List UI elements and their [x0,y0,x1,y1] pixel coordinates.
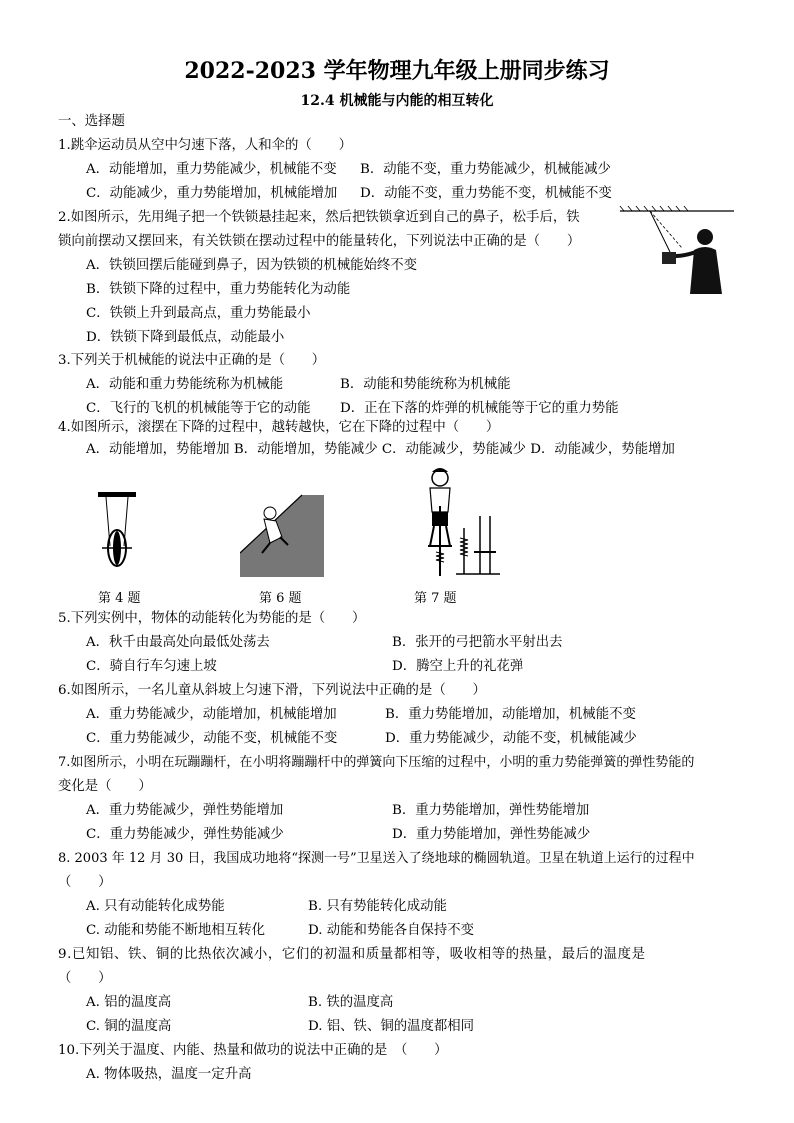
question-2-option-b: B．铁锁下降的过程中，重力势能转化为动能 [86,282,351,297]
question-9-stem-line-1: 9.已知铝、铁、铜的比热依次减小，它们的初温和质量都相等，吸收相等的热量，最后的温度是 [58,947,646,962]
pogo-stick-figure [418,466,502,578]
question-6-option-d: D．重力势能减少，动能不变，机械能减少 [385,731,637,746]
question-3-option-d: D．正在下落的炸弹的机械能等于它的重力势能 [340,401,619,416]
question-3-option-b: B．动能和势能统称为机械能 [340,377,511,392]
question-1-option-c: C．动能减少，重力势能增加，机械能增加 [86,186,338,201]
question-9-option-c: C. 铜的温度高 [86,1019,172,1034]
document-title: 2022-2023 学年物理九年级上册同步练习 [184,58,610,84]
question-7-option-b: B．重力势能增加，弹性势能增加 [392,803,590,818]
question-4-stem: 4.如图所示，滚摆在下降的过程中，越转越快，它在下降的过程中（ ） [58,420,500,435]
rolling-pendulum-figure [92,490,142,576]
question-5-stem: 5.下列实例中，物体的动能转化为势能的是（ ） [58,611,366,626]
section-heading: 一、选择题 [58,114,125,129]
question-7-stem-line-2: 变化是（ ） [58,779,152,794]
question-8-option-b: B. 只有势能转化成动能 [308,899,447,914]
question-6-option-a: A．重力势能减少，动能增加，机械能增加 [86,707,337,722]
question-4-options: A．动能增加，势能增加 B．动能增加，势能减少 C．动能减少，势能减少 D．动能减少，势能增加 [86,442,675,457]
question-8-option-c: C. 动能和势能不断地相互转化 [86,923,265,938]
document-subtitle: 12.4 机械能与内能的相互转化 [300,93,494,109]
question-5-option-b: B．张开的弓把箭水平射出去 [392,635,563,650]
slide-child-figure [240,493,324,577]
question-7-option-d: D．重力势能增加，弹性势能减少 [392,827,591,842]
question-5-option-c: C．骑自行车匀速上坡 [86,659,217,674]
question-8-stem-line-2: （ ） [58,875,112,890]
question-2-option-c: C．铁锁上升到最高点，重力势能最小 [86,306,311,321]
question-6-option-c: C．重力势能减少，动能不变，机械能不变 [86,731,338,746]
question-1-option-b: B．动能不变，重力势能减少，机械能减少 [360,162,611,177]
question-3-option-a: A．动能和重力势能统称为机械能 [86,377,284,392]
question-5-option-d: D．腾空上升的礼花弹 [392,659,524,674]
question-2-option-d: D．铁锁下降到最低点，动能最小 [86,330,285,345]
pendulum-lock-figure [618,204,738,296]
question-7-option-c: C．重力势能减少，弹性势能减少 [86,827,284,842]
question-1-stem: 1.跳伞运动员从空中匀速下落，人和伞的（ ） [58,138,352,153]
question-6-option-b: B．重力势能增加，动能增加，机械能不变 [385,707,636,722]
question-3-option-c: C．飞行的飞机的机械能等于它的动能 [86,401,311,416]
question-8-option-a: A. 只有动能转化成势能 [86,899,225,914]
question-5-option-a: A．秋千由最高处向最低处荡去 [86,635,270,650]
question-8-option-d: D. 动能和势能各自保持不变 [308,923,475,938]
question-1-option-d: D．动能不变，重力势能不变，机械能不变 [360,186,612,201]
question-2-stem-line-2: 锁向前摆动又摆回来，有关铁锁在摆动过程中的能量转化，下列说法中正确的是（ ） [58,234,581,249]
figure-caption-q4: 第 4 题 [98,591,141,606]
question-3-stem: 3.下列关于机械能的说法中正确的是（ ） [58,353,326,368]
question-6-stem: 6.如图所示，一名儿童从斜坡上匀速下滑，下列说法中正确的是（ ） [58,683,486,698]
question-10-option-a: A. 物体吸热，温度一定升高 [86,1067,252,1082]
question-7-option-a: A．重力势能减少，弹性势能增加 [86,803,284,818]
question-9-stem-line-2: （ ） [58,971,112,986]
question-7-stem-line-1: 7.如图所示，小明在玩蹦蹦杆，在小明将蹦蹦杆中的弹簧向下压缩的过程中，小明的重力势能弹簧的弹性势能的 [58,755,695,770]
question-2-option-a: A．铁锁回摆后能碰到鼻子，因为铁锁的机械能始终不变 [86,258,418,273]
question-1-option-a: A．动能增加，重力势能减少，机械能不变 [86,162,337,177]
question-9-option-d: D. 铝、铁、铜的温度都相同 [308,1019,475,1034]
question-8-stem-line-1: 8. 2003 年 12 月 30 日，我国成功地将“探测一号”卫星送入了绕地球的椭圆轨道。卫星在轨道上运行的过程中 [58,851,695,866]
question-10-stem: 10.下列关于温度、内能、热量和做功的说法中正确的是 （ ） [58,1043,448,1058]
question-9-option-a: A. 铝的温度高 [86,995,172,1010]
question-9-option-b: B. 铁的温度高 [308,995,394,1010]
figure-caption-q7: 第 7 题 [414,591,457,606]
figure-caption-q6: 第 6 题 [259,591,302,606]
question-2-stem-line-1: 2.如图所示，先用绳子把一个铁锁悬挂起来，然后把铁锁拿近到自己的鼻子，松手后，铁 [58,210,580,225]
